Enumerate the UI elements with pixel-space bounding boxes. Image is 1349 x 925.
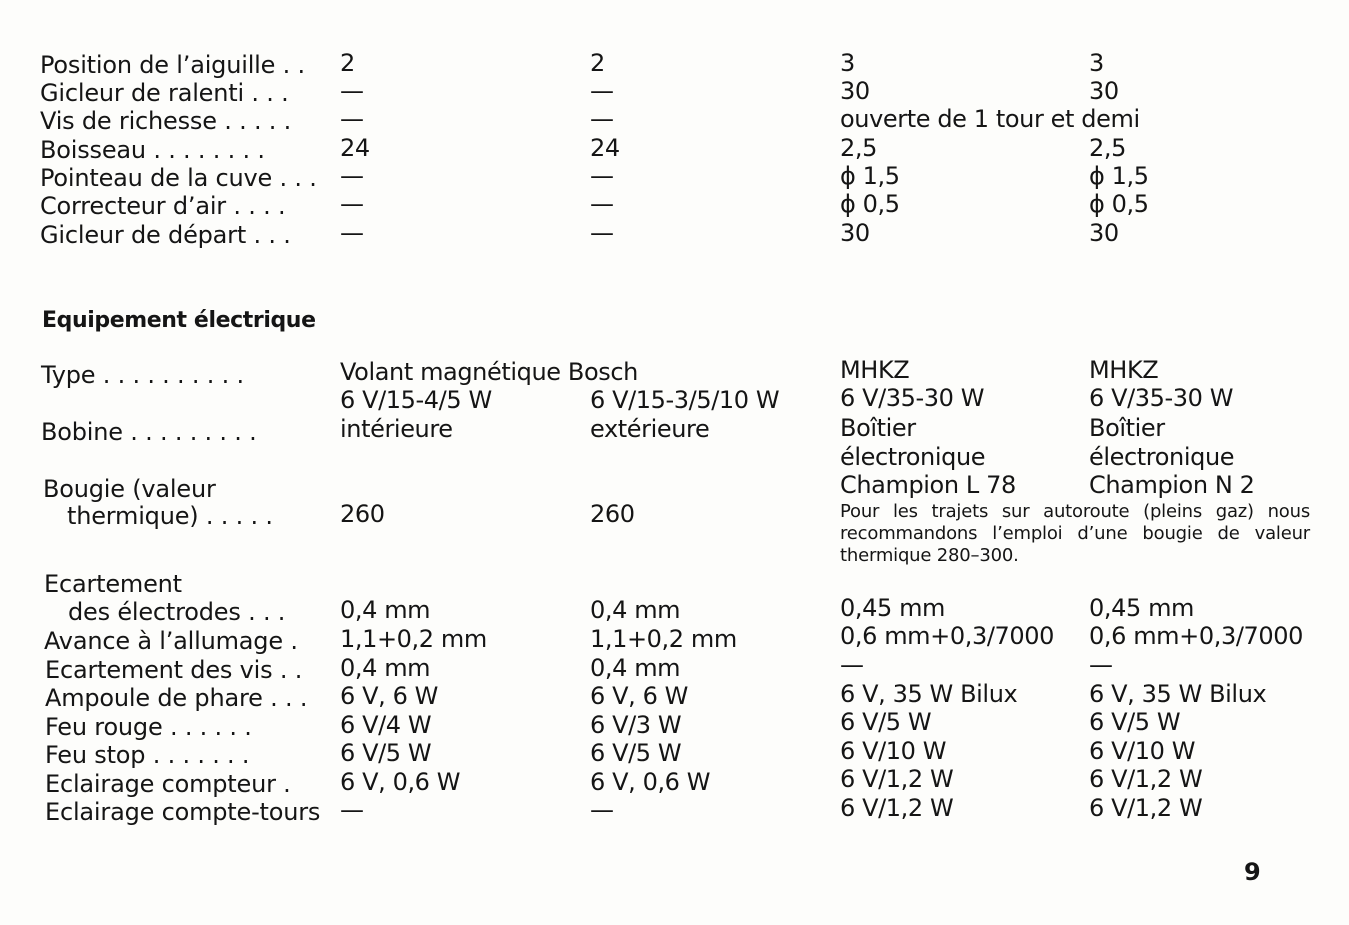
row-label: Ecartement des vis . .	[45, 656, 303, 684]
row-label-continued: thermique) . . . . .	[67, 502, 273, 530]
cell: 6 V/35-30 W	[1089, 384, 1234, 412]
cell: 6 V/1,2 W	[1089, 765, 1203, 793]
row-label: Bougie (valeur	[43, 475, 216, 503]
cell: 6 V/5 W	[840, 708, 932, 736]
cell: 6 V/5 W	[590, 739, 682, 767]
cell: —	[590, 190, 614, 218]
cell: 0,45 mm	[1089, 594, 1195, 622]
cell: Volant magnétique Bosch	[340, 358, 638, 386]
cell: 0,6 mm+0,3/7000	[840, 622, 1054, 650]
cell: Boîtier	[1089, 414, 1165, 442]
cell: 6 V/5 W	[340, 739, 432, 767]
cell: —	[1089, 651, 1113, 679]
cell: 0,45 mm	[840, 594, 946, 622]
cell: 6 V/15-3/5/10 W	[590, 386, 780, 414]
cell: Champion L 78	[840, 471, 1016, 499]
row-label: Ampoule de phare . . .	[45, 684, 308, 712]
row-label: Position de l’aiguille . .	[40, 51, 305, 79]
cell: 2,5	[840, 134, 877, 162]
cell: Boîtier	[840, 414, 916, 442]
cell: 6 V/35-30 W	[840, 384, 985, 412]
page-number: 9	[1244, 858, 1261, 886]
cell: MHKZ	[840, 356, 910, 384]
cell: MHKZ	[1089, 356, 1159, 384]
cell: 0,6 mm+0,3/7000	[1089, 622, 1303, 650]
cell: 6 V, 6 W	[340, 682, 439, 710]
cell: 6 V, 35 W Bilux	[1089, 680, 1267, 708]
cell: 0,4 mm	[340, 596, 431, 624]
cell: —	[840, 651, 864, 679]
cell: —	[590, 162, 614, 190]
row-label: Vis de richesse . . . . .	[40, 107, 292, 135]
cell: ouverte de 1 tour et demi	[840, 105, 1140, 133]
row-label: Gicleur de ralenti . . .	[40, 79, 289, 107]
cell: 6 V, 0,6 W	[340, 768, 461, 796]
row-label: Avance à l’allumage .	[44, 627, 298, 655]
cell: 6 V/1,2 W	[1089, 794, 1203, 822]
cell: 3	[1089, 49, 1104, 77]
cell: —	[340, 796, 364, 824]
row-label-continued: des électrodes . . .	[68, 598, 286, 626]
cell: 0,4 mm	[340, 654, 431, 682]
cell: —	[590, 77, 614, 105]
cell: 260	[590, 500, 635, 528]
cell: intérieure	[340, 415, 453, 443]
cell: 0,4 mm	[590, 596, 681, 624]
cell: 1,1+0,2 mm	[340, 625, 487, 653]
cell: 3	[840, 49, 855, 77]
cell: 6 V/15-4/5 W	[340, 386, 492, 414]
cell: 6 V/10 W	[840, 737, 947, 765]
cell: 2	[590, 49, 605, 77]
cell: 6 V, 35 W Bilux	[840, 680, 1018, 708]
row-label: Bobine . . . . . . . . .	[41, 418, 257, 446]
row-label: Eclairage compte-tours	[45, 798, 321, 826]
row-label: Feu stop . . . . . . .	[45, 741, 250, 769]
cell: 6 V/4 W	[340, 711, 432, 739]
cell: ϕ 1,5	[840, 162, 900, 190]
row-label: Eclairage compteur .	[45, 770, 291, 798]
cell: —	[340, 219, 364, 247]
cell: 30	[840, 219, 870, 247]
cell: 24	[340, 134, 370, 162]
cell: 24	[590, 134, 620, 162]
section-title: Equipement électrique	[42, 308, 316, 333]
cell: —	[590, 796, 614, 824]
cell: 30	[1089, 219, 1119, 247]
cell: —	[340, 162, 364, 190]
cell: —	[590, 105, 614, 133]
row-label: Correcteur d’air . . . .	[40, 192, 286, 220]
cell: 0,4 mm	[590, 654, 681, 682]
cell: électronique	[1089, 443, 1235, 471]
cell: ϕ 1,5	[1089, 162, 1149, 190]
bougie-note: Pour les trajets sur autoroute (pleins gaz) nous recommandons l’emploi d’une bougie de valeur thermique 280–300.	[840, 501, 1310, 566]
cell: extérieure	[590, 415, 710, 443]
cell: 30	[840, 77, 870, 105]
cell: —	[590, 219, 614, 247]
row-label: Boisseau . . . . . . . .	[40, 136, 265, 164]
cell: —	[340, 190, 364, 218]
cell: ϕ 0,5	[1089, 190, 1149, 218]
row-label: Feu rouge . . . . . .	[45, 713, 252, 741]
cell: 2,5	[1089, 134, 1126, 162]
cell: Champion N 2	[1089, 471, 1255, 499]
cell: 2	[340, 49, 355, 77]
cell: —	[340, 77, 364, 105]
cell: 6 V, 6 W	[590, 682, 689, 710]
cell: 30	[1089, 77, 1119, 105]
cell: 6 V/5 W	[1089, 708, 1181, 736]
row-label: Gicleur de départ . . .	[40, 221, 291, 249]
cell: 6 V/1,2 W	[840, 765, 954, 793]
cell: —	[340, 105, 364, 133]
cell: 1,1+0,2 mm	[590, 625, 737, 653]
cell: ϕ 0,5	[840, 190, 900, 218]
row-label: Ecartement	[44, 570, 182, 598]
cell: 6 V/10 W	[1089, 737, 1196, 765]
cell: 260	[340, 500, 385, 528]
cell: 6 V/1,2 W	[840, 794, 954, 822]
cell: 6 V/3 W	[590, 711, 682, 739]
row-label: Pointeau de la cuve . . .	[40, 164, 317, 192]
row-label: Type . . . . . . . . . .	[41, 361, 244, 389]
cell: électronique	[840, 443, 986, 471]
cell: 6 V, 0,6 W	[590, 768, 711, 796]
